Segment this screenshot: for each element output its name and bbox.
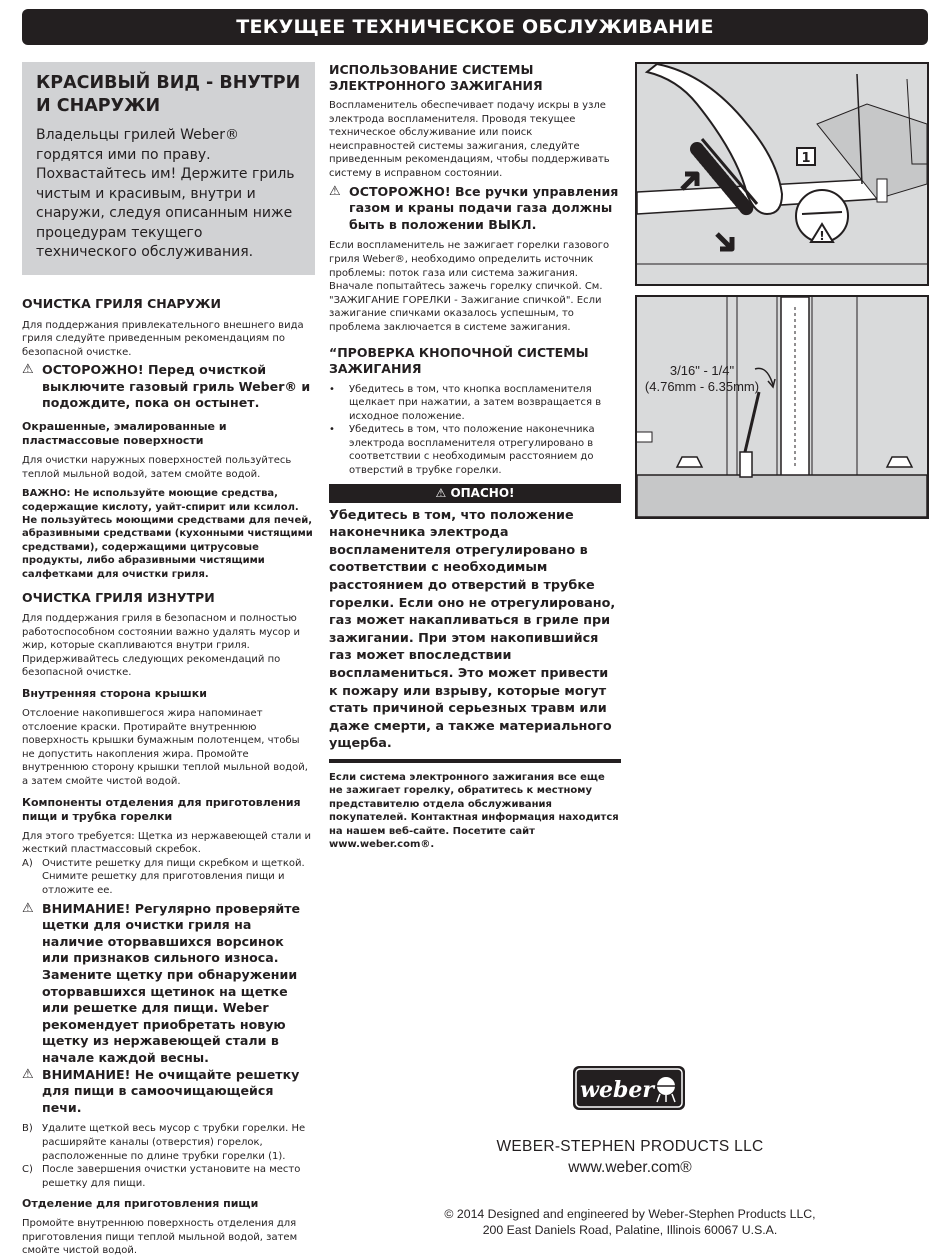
ignition-warning-text: ОСТОРОЖНО! Все ручки управления газом и краны подачи газа должны быть в положении ВЫКЛ. (349, 183, 619, 232)
intro-title: КРАСИВЫЙ ВИД - ВНУТРИ И СНАРУЖИ (36, 73, 301, 116)
warning-triangle-icon: ⚠ (22, 1066, 34, 1082)
step-b-text: Удалите щеткой весь мусор с трубки горелки. Не расширяйте каналы (отверстия) горелок, расположенные по длине трубки горелки (1). (42, 1123, 306, 1162)
danger-text: Убедитесь в том, что положение наконечника электрода воспламенителя отрегулировано в соответствии с необходимым расстоянием до отверстий в трубке горелки. Если оно не отрегулировано, газ может накапливаться в гриле при зажигании. При этом накопившийся газ может впоследствии воспламениться. Это может привести к пожару или взрыву, которые могут стать причиной серьезных травм или даже смерти, а также материального ущерба. (329, 503, 621, 763)
caution-oven (22, 1067, 315, 1117)
components-text: Для этого требуется: Щетка из нержавеющей стали и жесткий пластмассовый скребок. (22, 830, 311, 856)
components-heading: Компоненты отделения для приготовления пищи и трубка горелки (22, 795, 301, 823)
final-note: Если система электронного зажигания все еще не зажигает горелку, обратитесь к местному представителю отдела обслуживания покупателей. Контактная информация находится на нашем веб-сайте. Посетите сайт www.weber.com®. (329, 771, 619, 850)
figure-callout-number: 1 (801, 151, 811, 166)
danger-label: ОПАСНО! (450, 485, 515, 500)
step-b-marker: B) (22, 1123, 33, 1135)
copyright-line-2: 200 East Daniels Road, Palatine, Illinois 60067 U.S.A. (482, 1223, 778, 1237)
burner-brush-illustration (637, 64, 927, 284)
step-b (22, 1122, 315, 1163)
caution-oven-text: ВНИМАНИЕ! Не очищайте решетку для пищи в самоочищающейся печи. (42, 1066, 300, 1115)
check-bullet-2-text: Убедитесь в том, что положение наконечника электрода воспламенителя отрегулировано в соответствии с необходимым расстоянием до отверстий в трубке горелки. (349, 424, 595, 477)
warning-triangle-icon: ⚠ (329, 183, 341, 199)
ignition-heading: ИСПОЛЬЗОВАНИЕ СИСТЕМЫ ЭЛЕКТРОННОГО ЗАЖИГАНИЯ (329, 62, 543, 93)
outside-warning-text: ОСТОРОЖНО! Перед очисткой выключите газовый гриль Weber® и подождите, пока он остынет. (42, 362, 311, 411)
burner-brush-figure (635, 62, 929, 286)
warning-triangle-icon: ⚠ (22, 900, 34, 916)
step-c (22, 1163, 315, 1190)
warning-triangle-icon: ⚠ (435, 485, 447, 500)
page-title: ТЕКУЩЕЕ ТЕХНИЧЕСКОЕ ОБСЛУЖИВАНИЕ (22, 9, 928, 45)
caution-brush-text: ВНИМАНИЕ! Регулярно проверяйте щетки для очистки гриля на наличие оторвавшихся ворсинок или признаков сильного износа. Замените щетку при обнаружении оторвавшихся щетинок на щетке или решетке для пищи. Weber рекомендует приобретать новую щетку из нержавеющей стали в начале каждой весны. (42, 900, 301, 1065)
cooking-box-heading: Отделение для приготовления пищи (22, 1197, 259, 1211)
electrode-gap-illustration (637, 297, 927, 517)
ignition-text-2: Если воспламенитель не зажигает горелки газового гриля Weber®, необходимо определить источник проблемы: поток газа или система зажигания. Вначале попытайтесь зажечь горелку спичкой. См. "ЗАЖИГАНИЕ ГОРЕЛКИ - Зажигание спичкой". Если зажигание спичками оказалось успешным, то проблема заключается в системе зажигания. (329, 240, 610, 333)
company-website[interactable]: www.weber.com® (568, 1159, 692, 1176)
step-a-text: Очистите решетку для пищи скребком и щеткой. Снимите решетку для приготовления пищи и отложите ее. (42, 857, 305, 896)
company-name: WEBER-STEPHEN PRODUCTS LLC (496, 1138, 764, 1155)
step-c-marker: C) (22, 1164, 33, 1176)
bullet-marker: • (329, 424, 335, 436)
ignition-warning (329, 184, 621, 234)
cooking-box-text: Промойте внутреннюю поверхность отделения для приготовления пищи теплой мыльной водой, затем смойте чистой водой. (22, 1218, 298, 1257)
middle-column (329, 62, 621, 851)
check-bullet-1 (329, 383, 621, 424)
step-a (22, 857, 315, 898)
svg-text:!: ! (819, 229, 825, 243)
check-bullet-2 (329, 423, 621, 477)
inside-heading: ОЧИСТКА ГРИЛЯ ИЗНУТРИ (22, 590, 215, 606)
gap-label-mm: (4.76mm - 6.35mm) (644, 379, 760, 394)
danger-header (329, 484, 621, 503)
gap-label-inches: 3/16" - 1/4" (669, 363, 735, 378)
step-a-marker: A) (22, 857, 33, 869)
check-bullet-1-text: Убедитесь в том, что кнопка воспламенителя щелкает при нажатии, а затем возвращается в исходное положение. (349, 383, 602, 422)
outside-warning (22, 362, 315, 412)
weber-logo (571, 1064, 687, 1112)
intro-box (22, 62, 315, 275)
painted-surfaces-heading: Окрашенные, эмалированные и пластмассовые поверхности (22, 420, 227, 448)
bullet-marker: • (329, 383, 335, 395)
painted-surfaces-text: Для очистки наружных поверхностей пользуйтесь теплой мыльной водой, затем смойте водой. (22, 455, 292, 480)
lid-heading: Внутренняя сторона крышки (22, 687, 207, 701)
inside-text: Для поддержания гриля в безопасном и полностью работоспособном состоянии важно удалять мусор и жир, которые скапливаются внутри гриля. Придерживайтесь следующих рекомендаций по безопасной очистке. (22, 613, 301, 679)
check-heading: “ПРОВЕРКА КНОПОЧНОЙ СИСТЕМЫ ЗАЖИГАНИЯ (329, 344, 589, 376)
caution-brush (22, 901, 315, 1067)
outside-heading: ОЧИСТКА ГРИЛЯ СНАРУЖИ (22, 295, 221, 311)
important-note: ВАЖНО: Не используйте моющие средства, содержащие кислоту, уайт-спирит или ксилол. Не пользуйтесь моющими средствами для печей, абразивными средствами (кухонными чистящими средствами), содержащими цитрусовые продукты, либо абразивными чистящими салфетками для очистки гриля. (22, 488, 313, 580)
electrode-gap-figure (635, 295, 929, 519)
weber-logo-text: weber (580, 1077, 654, 1103)
copyright-line-1: © 2014 Designed and engineered by Weber-Stephen Products LLC, (444, 1207, 816, 1221)
outside-text: Для поддержания привлекательного внешнего вида гриля следуйте приведенным рекомендациям по безопасной очистке. (22, 319, 304, 358)
step-c-text: После завершения очистки установите на место решетку для пищи. (42, 1164, 301, 1189)
lid-text: Отслоение накопившегося жира напоминает отслоение краски. Протирайте внутреннюю поверхность крышки бумажным полотенцем, чтобы не допустить накопления жира. Промойте внутреннюю сторону крышки теплой мыльной водой, а затем смойте чистой водой. (22, 708, 308, 788)
intro-text: Владельцы грилей Weber® гордятся ими по праву. Похвастайтесь им! Держите гриль чистым и красивым, внутри и снаружи, следуя описанным ниже процедурам текущего технического обслуживания. (36, 127, 295, 260)
ignition-text: Воспламенитель обеспечивает подачу искры в узле электрода воспламенителя. Проводя текущее техническое обслуживание или поиск неисправностей системы зажигания, следуйте приведенным рекомендациям, чтобы поддерживать систему в исправном состоянии. (329, 100, 610, 179)
left-column (22, 62, 315, 1258)
warning-triangle-icon: ⚠ (22, 362, 34, 378)
